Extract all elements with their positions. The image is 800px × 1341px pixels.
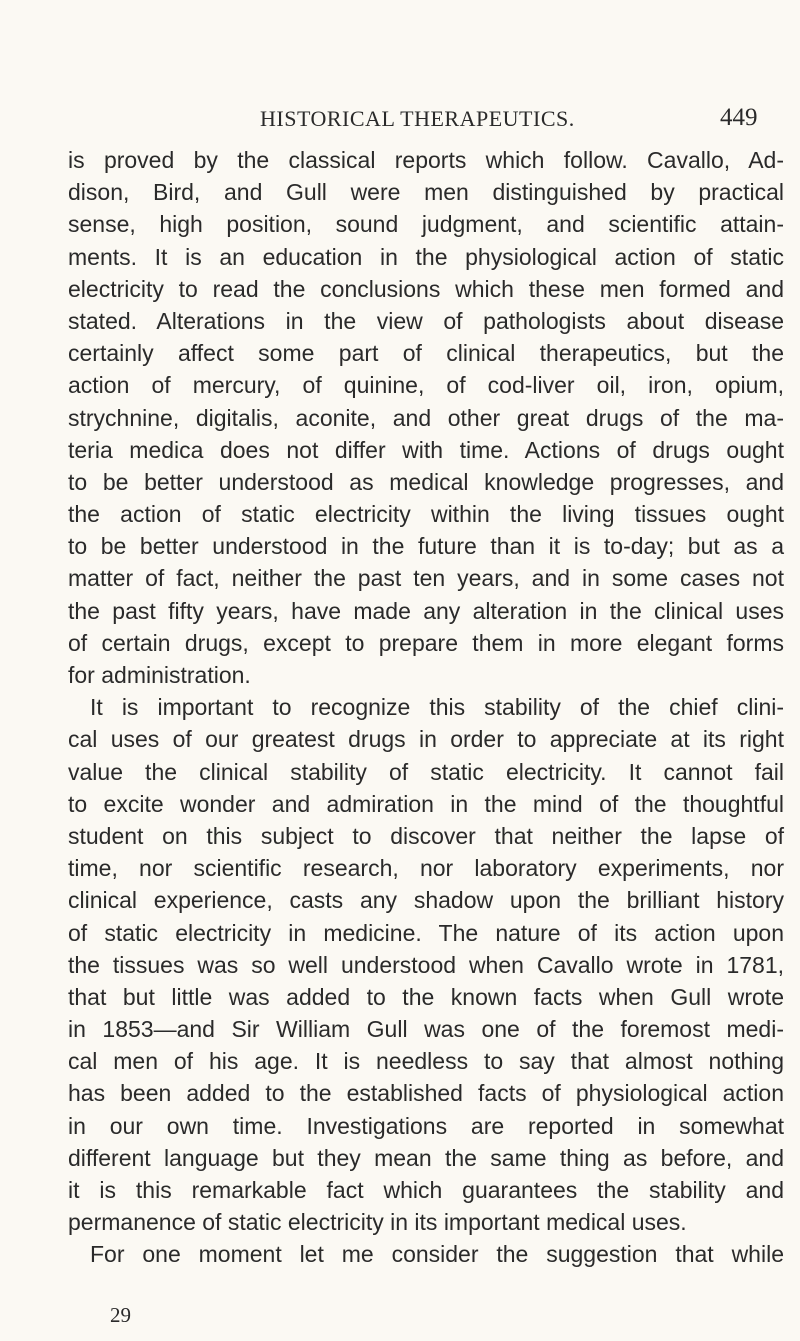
- text-line: certainly affect some part of clinical therapeutics, but the: [68, 340, 784, 367]
- text-line: dison, Bird, and Gull were men distinguished by practical: [68, 179, 784, 206]
- text-line: has been added to the established facts of physiological action: [68, 1080, 784, 1107]
- text-line: the past fifty years, have made any alteration in the clinical uses: [68, 597, 784, 624]
- text-line: electricity to read the conclusions which these men formed and: [68, 275, 784, 302]
- text-line: teria medica does not differ with time. Actions of drugs ought: [68, 436, 784, 463]
- text-line: that but little was added to the known facts when Gull wrote: [68, 983, 784, 1010]
- text-line: to be better understood as medical knowledge progresses, and: [68, 468, 784, 495]
- paragraph-start-line: It is important to recognize this stability of the chief clini-: [90, 694, 784, 721]
- text-line: is proved by the classical reports which follow. Cavallo, Ad-: [68, 147, 784, 173]
- running-head: HISTORICAL THERAPEUTICS.: [260, 106, 575, 131]
- text-line: the tissues was so well understood when Cavallo wrote in 1781,: [68, 951, 784, 978]
- text-line: cal men of his age. It is needless to say that almost nothing: [68, 1048, 784, 1075]
- text-line: it is this remarkable fact which guarantees the stability and: [68, 1177, 784, 1203]
- paragraph-end-line: permanence of static electricity in its important medical uses.: [68, 1209, 687, 1236]
- text-line: of static electricity in medicine. The nature of its action upon: [68, 919, 784, 946]
- text-line: clinical experience, casts any shadow upon the brilliant history: [68, 887, 784, 914]
- paragraph-start-line: For one moment let me consider the suggestion that while: [90, 1241, 784, 1268]
- text-line: strychnine, digitalis, aconite, and other great drugs of the ma-: [68, 404, 784, 431]
- text-line: value the clinical stability of static electricity. It cannot fail: [68, 758, 784, 785]
- text-line: in our own time. Investigations are reported in somewhat: [68, 1112, 784, 1139]
- text-line: of certain drugs, except to prepare them in more elegant forms: [68, 629, 784, 656]
- text-line: the action of static electricity within the living tissues ought: [68, 501, 784, 528]
- paragraph-end-line: for administration.: [68, 662, 251, 688]
- text-line: in 1853—and Sir William Gull was one of the foremost medi-: [68, 1016, 784, 1043]
- text-line: different language but they mean the same thing as before, and: [68, 1144, 784, 1171]
- text-line: stated. Alterations in the view of pathologists about disease: [68, 307, 784, 334]
- text-line: matter of fact, neither the past ten years, and in some cases not: [68, 565, 784, 592]
- signature-mark: 29: [110, 1303, 131, 1327]
- text-line: student on this subject to discover that neither the lapse of: [68, 822, 784, 849]
- text-line: time, nor scientific research, nor laboratory experiments, nor: [68, 855, 784, 882]
- page-number: 449: [720, 104, 758, 131]
- text-line: cal uses of our greatest drugs in order to appreciate at its right: [68, 726, 784, 753]
- text-line: to be better understood in the future than it is to-day; but as a: [68, 533, 784, 560]
- body-text: [68, 144, 784, 1271]
- text-line: to excite wonder and admiration in the mind of the thoughtful: [68, 790, 784, 817]
- text-line: action of mercury, of quinine, of cod-liver oil, iron, opium,: [68, 372, 784, 399]
- text-line: ments. It is an education in the physiological action of static: [68, 243, 784, 270]
- text-line: sense, high position, sound judgment, and scientific attain-: [68, 211, 784, 238]
